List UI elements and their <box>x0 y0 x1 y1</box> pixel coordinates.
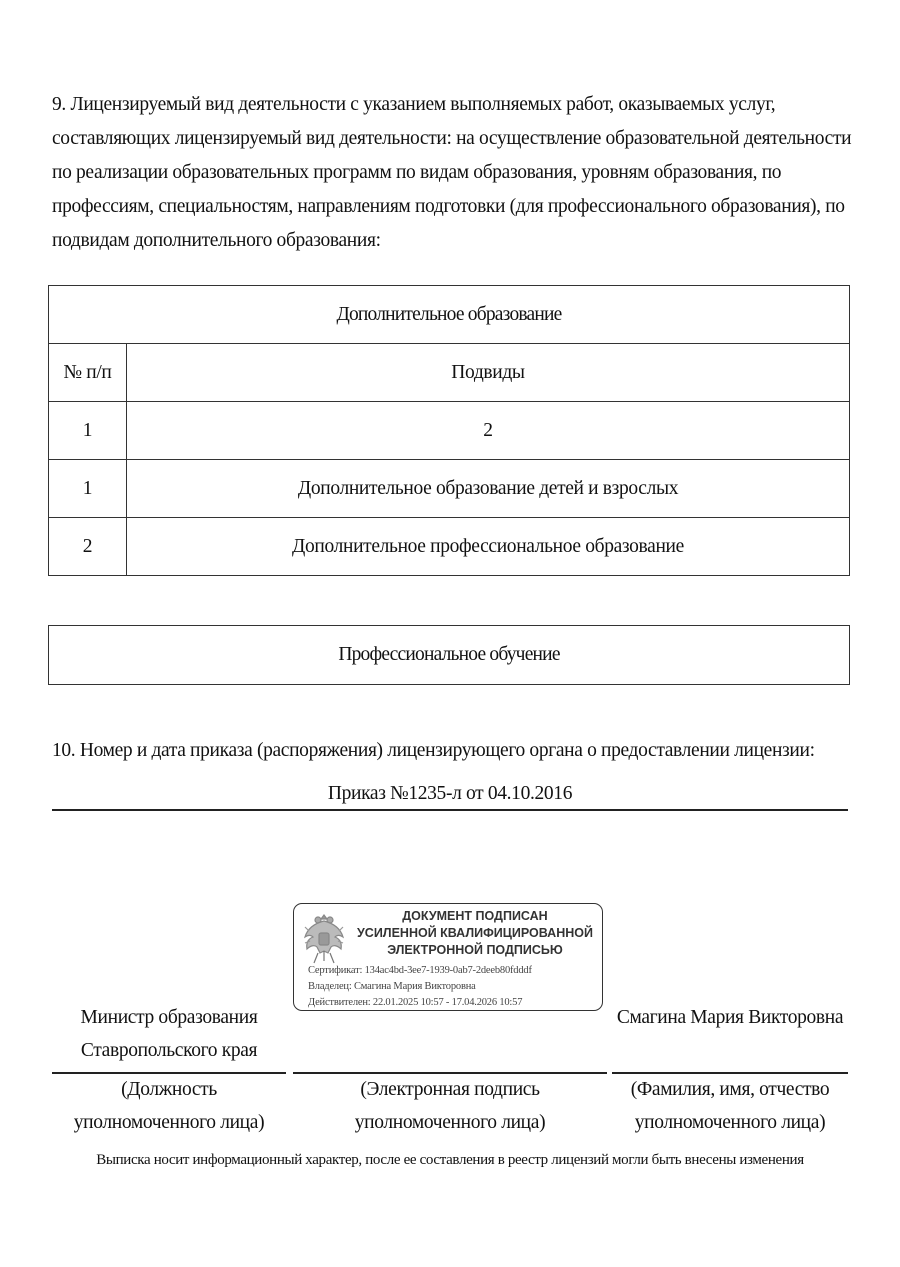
signer-position <box>52 1001 286 1067</box>
order-underline <box>52 809 848 811</box>
signer-position-line-1: Министр образования <box>80 1007 258 1028</box>
section-10-title: 10. Номер и дата приказа (распоряжения) лицензирующего органа о предоставлении лицензии: <box>52 740 815 761</box>
table-header-row <box>49 344 850 402</box>
certificate-validity: Действителен: 22.01.2025 10:57 - 17.04.2026 10:57 <box>308 997 523 1008</box>
column-number-1: 1 <box>49 402 127 460</box>
table-title: Дополнительное образование <box>49 286 850 344</box>
row-subtype: Дополнительное образование детей и взрослых <box>127 460 850 518</box>
additional-education-table <box>48 285 850 576</box>
stamp-heading-line-2: УСИЛЕННОЙ КВАЛИФИЦИРОВАННОЙ <box>357 926 593 940</box>
column-number-2: 2 <box>127 402 850 460</box>
caption-name-line-1: (Фамилия, имя, отчество <box>630 1079 830 1100</box>
professional-training-table <box>48 625 850 685</box>
row-number: 1 <box>49 460 127 518</box>
table-title: Профессиональное обучение <box>49 626 850 685</box>
caption-name-line-2: уполномоченного лица) <box>634 1112 826 1133</box>
table-title-row <box>49 286 850 344</box>
footer-note: Выписка носит информационный характер, после ее составления в реестр лицензий могли быть внесены изменения <box>96 1152 804 1168</box>
certificate-id: Сертификат: 134ac4bd-3ee7-1939-0ab7-2deeb80fdddf <box>308 965 532 976</box>
caption-position-line-2: уполномоченного лица) <box>73 1112 265 1133</box>
table-row <box>49 460 850 518</box>
caption-signature-line-2: уполномоченного лица) <box>354 1112 546 1133</box>
electronic-signature-stamp <box>293 903 603 1011</box>
table-row <box>49 518 850 576</box>
table-title-row <box>49 626 850 685</box>
signer-name: Смагина Мария Викторовна <box>616 1007 844 1028</box>
caption-position <box>52 1073 286 1139</box>
order-number-date: Приказ №1235-л от 04.10.2016 <box>327 783 573 804</box>
caption-name <box>612 1073 848 1139</box>
column-header-number: № п/п <box>49 344 127 402</box>
section-9-text: 9. Лицензируемый вид деятельности с указанием выполняемых работ, оказываемых услуг, составляющих лицензируемый вид деятельности: на осуществление образовательной деятельности по реализации образовательных программ по видам образования, уровням образования, по профессиям, специальностям, направлениям подготовки (для профессионального образования), по подвидам дополнительного образования: <box>52 94 852 251</box>
caption-signature <box>293 1073 607 1139</box>
signer-position-line-2: Ставропольского края <box>80 1040 258 1061</box>
caption-signature-line-1: (Электронная подпись <box>360 1079 540 1100</box>
stamp-details <box>308 963 532 1011</box>
row-number: 2 <box>49 518 127 576</box>
column-numbers-row <box>49 402 850 460</box>
russian-coat-of-arms-icon <box>302 909 346 967</box>
column-header-subtypes: Подвиды <box>127 344 850 402</box>
certificate-owner: Владелец: Смагина Мария Викторовна <box>308 981 476 992</box>
caption-position-line-1: (Должность <box>121 1079 217 1100</box>
stamp-heading-line-1: ДОКУМЕНТ ПОДПИСАН <box>402 909 548 923</box>
stamp-heading <box>352 908 598 959</box>
stamp-heading-line-3: ЭЛЕКТРОННОЙ ПОДПИСЬЮ <box>387 943 563 957</box>
row-subtype: Дополнительное профессиональное образование <box>127 518 850 576</box>
